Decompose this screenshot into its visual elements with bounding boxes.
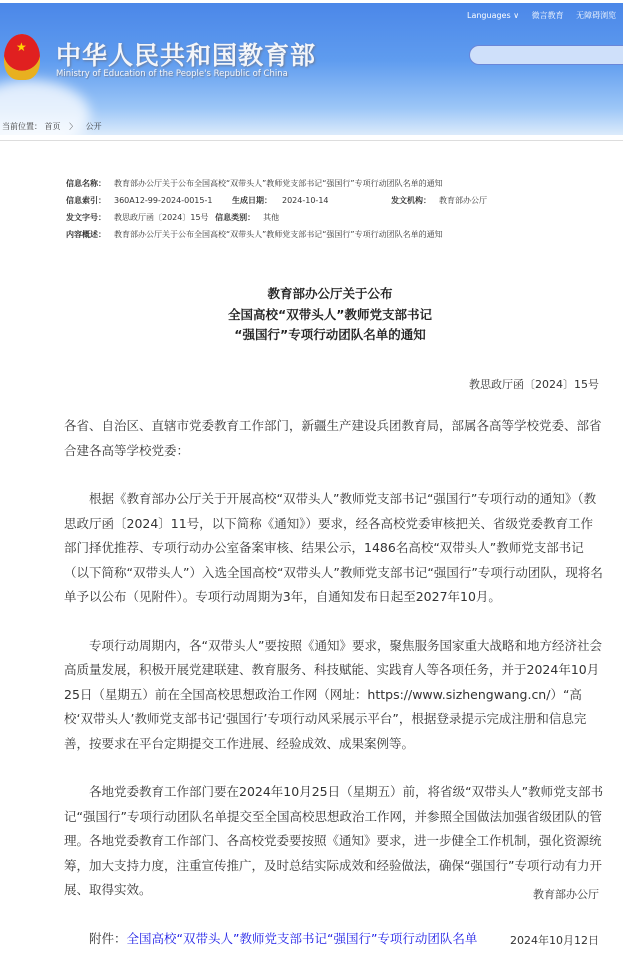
org-label: 发文机构： (391, 196, 431, 205)
index-label: 信息索引： (66, 196, 106, 205)
summary-label: 内容概述： (66, 230, 106, 239)
accessibility-link[interactable]: 无障碍浏览 (576, 11, 617, 20)
title-line: “强国行”专项行动团队名单的通知 (234, 327, 426, 342)
signature: 教育部办公厅 (533, 888, 599, 901)
title-line: 全国高校“双带头人”教师党支部书记 (228, 306, 432, 322)
docno-label: 发文字号： (66, 213, 106, 222)
site-header (0, 0, 623, 135)
breadcrumb (2, 121, 102, 132)
type-label: 信息类别： (215, 213, 256, 222)
info-type: 其他 (263, 213, 280, 222)
breadcrumb-separator: 〉 (69, 122, 78, 131)
info-table (66, 175, 487, 243)
document-body (64, 414, 604, 951)
top-links (467, 10, 623, 21)
attachment-label: 附件： (89, 930, 127, 946)
info-summary: 教育部办公厅关于公布全国高校“双带头人”教师党支部书记“强国行”专项行动团队名单的通知 (114, 230, 443, 239)
site-subtitle: Ministry of Education of the People's Republic of China (56, 69, 288, 79)
paragraph: 专项行动周期内，各“双带头人”要按照《通知》要求，聚焦服务国家重大战略和地方经济社会高质量发展，积极开展党建联建、教育服务、科技赋能、实践育人等各项任务，并于2024年10月25日（星期五）前在全国高校思想政治工作网（网址：https://www.sizhengwang.cn/）“高校‘双带头人’教师党支部书记‘强国行’专项行动风采展示平台”，根据登录提示完成注册和信息完善，按要求在平台定期提交工作进展、经验成效、成果案例等。 (64, 637, 602, 751)
name-label: 信息名称： (66, 179, 106, 188)
top-border (0, 0, 623, 3)
salutation: 各省、自治区、直辖市党委教育工作部门，新疆生产建设兵团教育局，部属各高等学校党委、部省合建各高等学校党委： (64, 418, 602, 458)
info-name: 教育部办公厅关于公布全国高校“双带头人”教师党支部书记“强国行”专项行动团队名单的通知 (114, 179, 443, 188)
info-org: 教育部办公厅 (439, 196, 487, 205)
info-date: 2024-10-14 (282, 196, 329, 205)
breadcrumb-public[interactable]: 公开 (85, 122, 102, 131)
breadcrumb-home[interactable]: 首页 (44, 122, 61, 131)
breadcrumb-label: 当前位置： (2, 122, 42, 131)
site-title[interactable]: 中华人民共和国教育部 (56, 41, 317, 70)
paragraph: 各地党委教育工作部门要在2024年10月25日（星期五）前，将省级“双带头人”教师党支部书记“强国行”专项行动团队名单提交至全国高校思想政治工作网，并参照全国做法加强省级团队的管理。各地党委教育工作部门、各高校党委要按照《通知》要求，进一步健全工作机制，强化资源统筹，加大支持力度，注重宣传推广，及时总结实际成效和经验做法，确保“强国行”专项行动有力开展、取得实效。 (64, 784, 604, 897)
document-title (0, 284, 623, 346)
info-docno: 教思政厅函〔2024〕15号 (114, 213, 209, 222)
languages-link[interactable]: Languages ∨ (467, 11, 520, 20)
date-label: 生成日期： (232, 196, 272, 205)
document-number: 教思政厅函〔2024〕15号 (469, 378, 599, 391)
national-emblem-icon[interactable]: ★ (4, 34, 40, 80)
weiyan-link[interactable]: 微言教育 (531, 11, 564, 20)
search-input[interactable] (469, 45, 623, 65)
attachment-link[interactable]: 全国高校“双带头人”教师党支部书记“强国行”专项行动团队名单 (126, 930, 478, 946)
info-index: 360A12-99-2024-0015-1 (114, 196, 213, 205)
issue-date: 2024年10月12日 (510, 934, 599, 947)
title-line: 教育部办公厅关于公布 (267, 286, 393, 301)
paragraph: 根据《教育部办公厅关于开展高校“双带头人”教师党支部书记“强国行”专项行动的通知》（教思政厅函〔2024〕11号，以下简称《通知》）要求，经各高校党委审核把关、省级党委教育工作部门择优推荐、专项行动办公室备案审核、结果公示，1486名高校“双带头人”教师党支部书记（以下简称“双带头人”）入选全国高校“双带头人”教师党支部书记“强国行”专项行动团队，现将名单予以公布（见附件）。专项行动周期为3年，自通知发布日起至2027年10月。 (64, 491, 603, 604)
